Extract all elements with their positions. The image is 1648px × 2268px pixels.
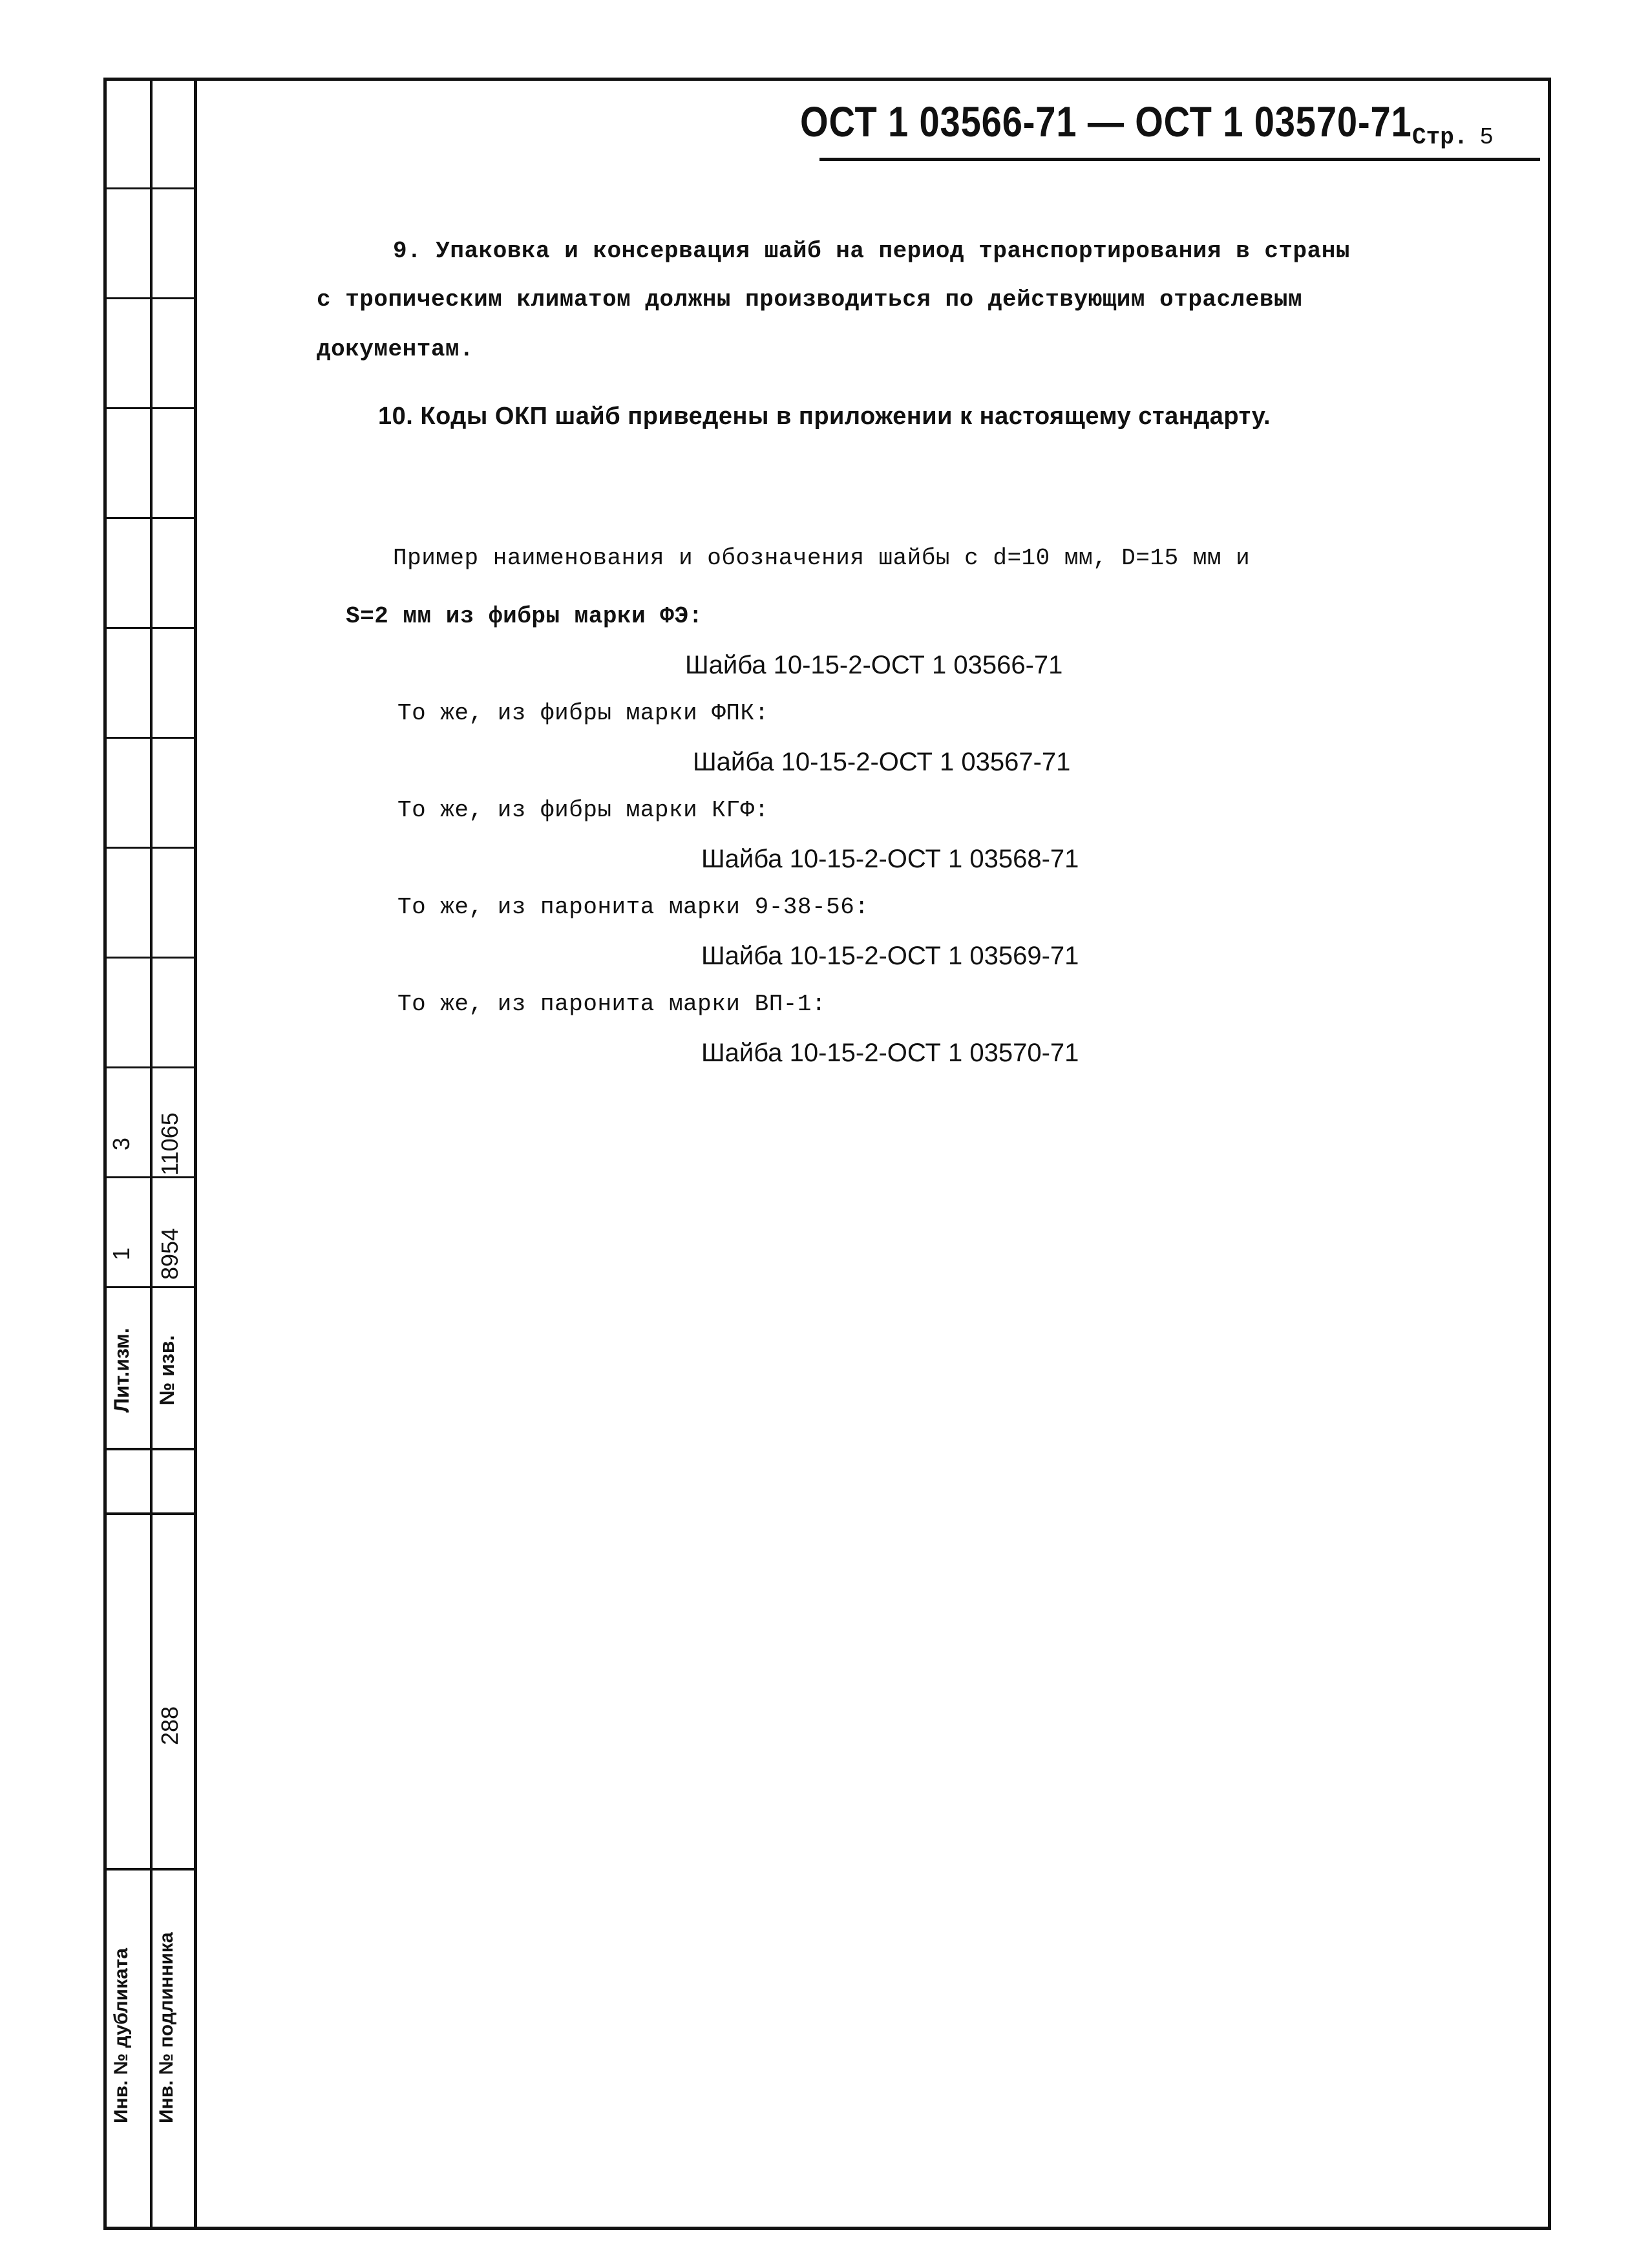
stamp-grid-line — [103, 187, 196, 189]
example-label-5: То же, из паронита марки ВП-1: — [397, 991, 827, 1017]
page-number: 5 — [1479, 124, 1494, 151]
document-designation: ОСТ 1 03566-71 — ОСТ 1 03570-71 — [800, 98, 1412, 145]
stamp-grid-line — [103, 737, 196, 739]
frame-top — [103, 78, 1551, 81]
no-izv-label: № изв. — [155, 1335, 178, 1406]
example-label-4: То же, из паронита марки 9-38-56: — [397, 894, 869, 920]
frame-stamp-divider — [150, 78, 153, 2230]
example-intro-line-2: S=2 мм из фибры марки ФЭ: — [346, 603, 703, 630]
example-label-2: То же, из фибры марки ФПК: — [397, 700, 769, 726]
inv-dublikata-label: Инв. № дубликата — [111, 1947, 132, 2123]
example-designation-4: Шайба 10-15-2-ОСТ 1 03569-71 — [701, 942, 1079, 970]
stamp-grid-line — [103, 1512, 196, 1515]
stamp-grid-line — [103, 627, 196, 629]
stamp-grid-line — [103, 957, 196, 959]
example-designation-2: Шайба 10-15-2-ОСТ 1 03567-71 — [693, 748, 1071, 776]
stamp-grid-line — [103, 517, 196, 519]
example-designation-5: Шайба 10-15-2-ОСТ 1 03570-71 — [701, 1039, 1079, 1067]
example-intro-line-1: Пример наименования и обозначения шайбы с d=10 мм, D=15 мм и — [393, 545, 1251, 571]
header-underline — [819, 158, 1540, 161]
stamp-grid-line — [103, 407, 196, 409]
page-label: Стр. — [1412, 124, 1468, 151]
inv-podlinnika-value: 288 — [156, 1706, 183, 1746]
stamp-grid-line — [103, 1448, 196, 1450]
example-designation-1: Шайба 10-15-2-ОСТ 1 03566-71 — [685, 651, 1063, 679]
no-izv-value-1: 8954 — [156, 1227, 183, 1280]
frame-inner-left — [194, 78, 197, 2230]
example-designation-3: Шайба 10-15-2-ОСТ 1 03568-71 — [701, 845, 1079, 873]
frame-bottom — [103, 2227, 1551, 2230]
paragraph-9-line-2: с тропическим климатом должны производиться по действующим отраслевым — [317, 286, 1303, 313]
stamp-grid-line — [103, 847, 196, 849]
inv-podlinnika-label: Инв. № подлинника — [156, 1932, 177, 2123]
lit-izm-value-2: 3 — [108, 1137, 134, 1151]
lit-izm-label: Лит.изм. — [110, 1328, 133, 1413]
lit-izm-value-1: 1 — [108, 1247, 134, 1261]
paragraph-10: 10. Коды ОКП шайб приведены в приложении к настоящему стандарту. — [378, 403, 1271, 430]
stamp-grid-line — [103, 1066, 196, 1068]
paragraph-9-line-1: 9. Упаковка и консервация шайб на период транспортирования в страны — [393, 238, 1350, 264]
stamp-grid-line — [103, 1868, 196, 1871]
page-number-block — [1412, 124, 1494, 151]
paragraph-9-line-3: документам. — [317, 336, 474, 363]
stamp-grid-line — [103, 297, 196, 299]
example-label-3: То же, из фибры марки КГФ: — [397, 797, 769, 823]
frame-right — [1548, 78, 1551, 2230]
no-izv-value-2: 11065 — [156, 1112, 183, 1176]
